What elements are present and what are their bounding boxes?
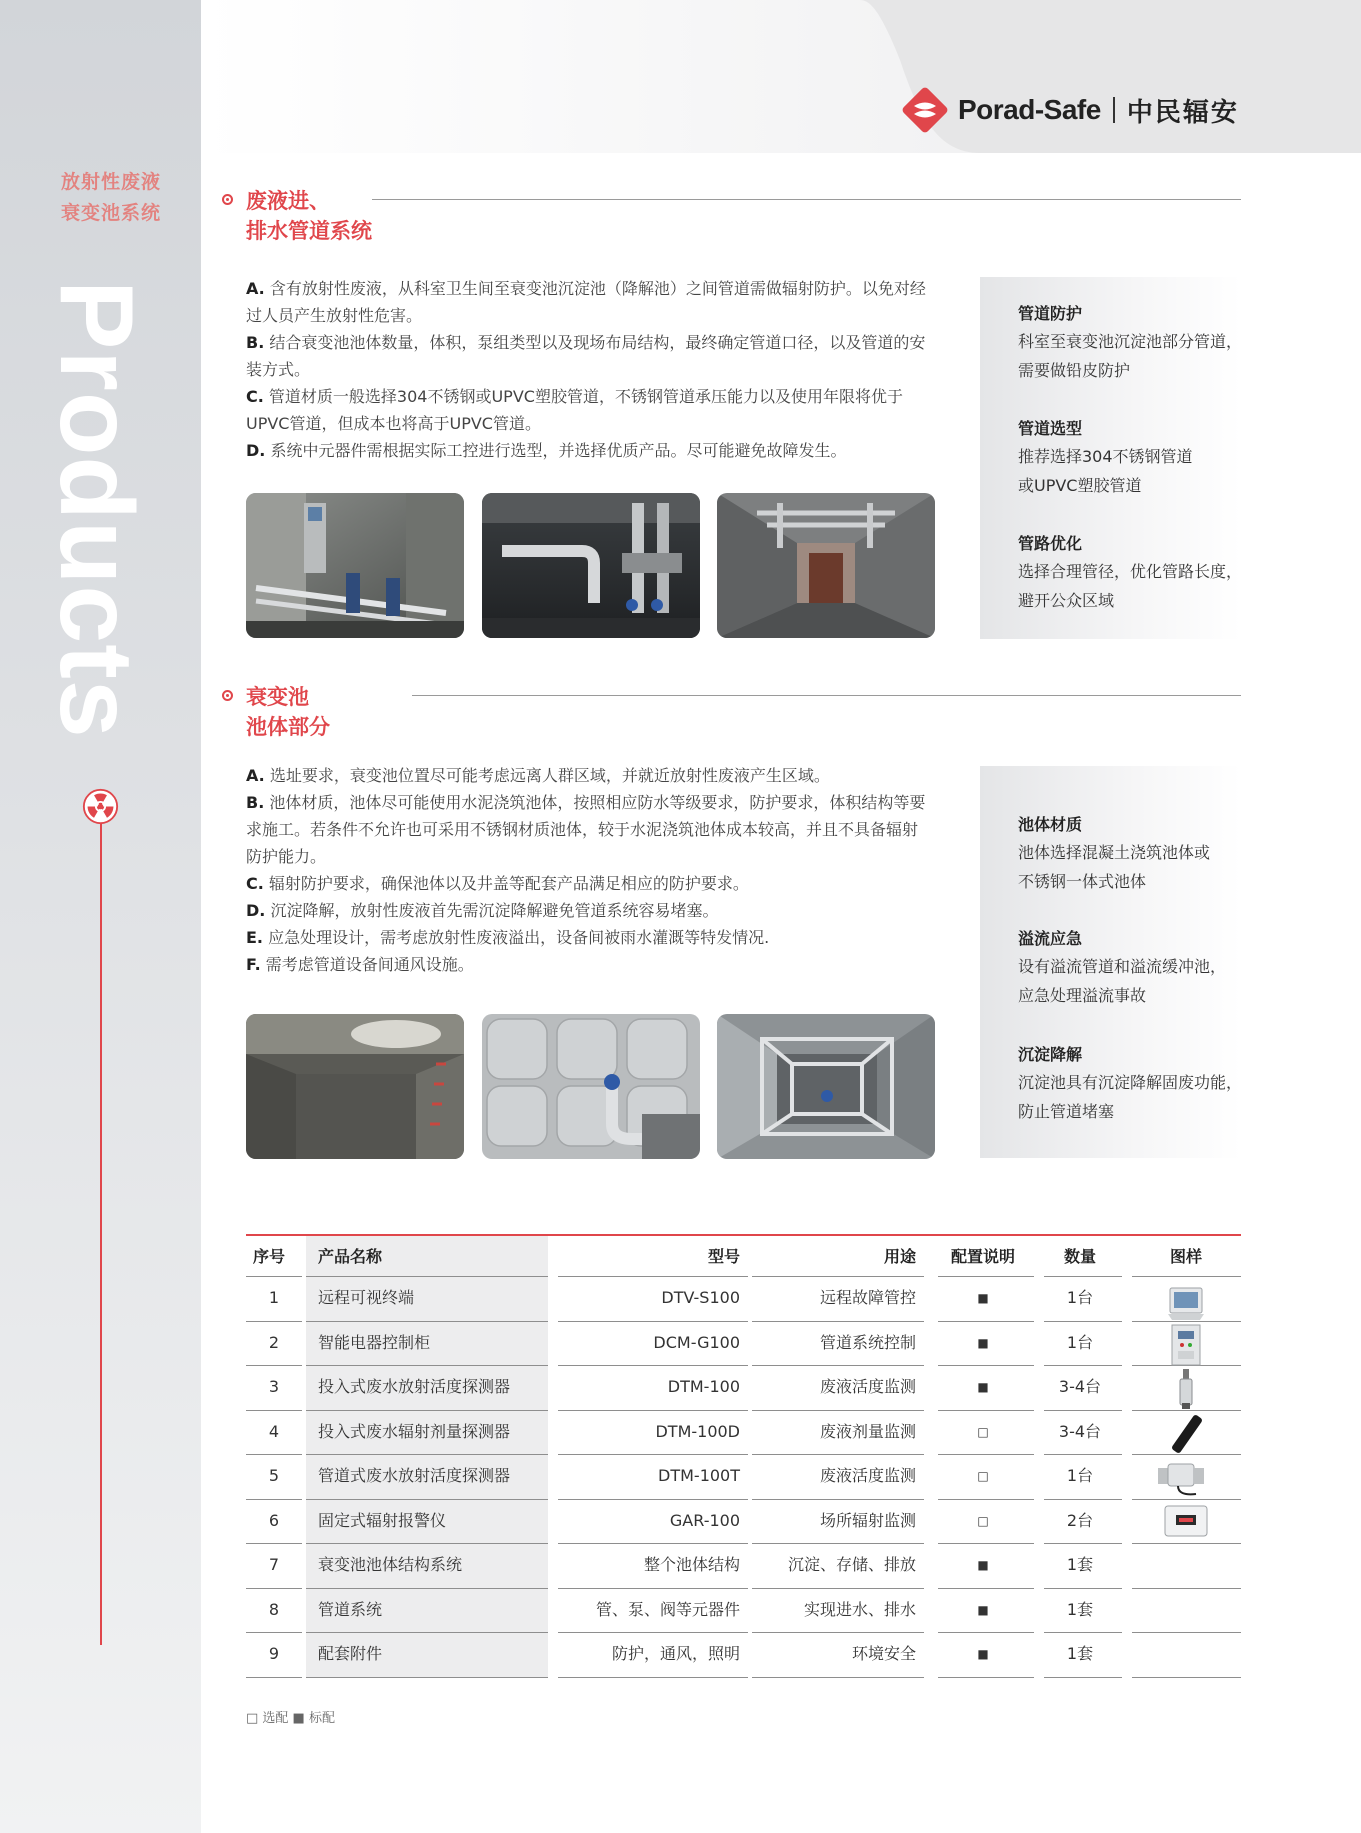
cell-use: 废液剂量监测 xyxy=(819,1421,916,1441)
table-rule xyxy=(306,1276,548,1277)
cell-model: DTM-100T xyxy=(658,1466,740,1485)
brand-name-en: Porad-Safe xyxy=(958,94,1101,125)
table-rule xyxy=(752,1588,924,1589)
section2-item: C. 辐射防护要求，确保池体以及井盖等配套产品满足相应的防护要求。 xyxy=(246,874,749,893)
cell-name: 智能电器控制柜 xyxy=(318,1332,431,1352)
table-rule xyxy=(306,1588,548,1589)
panel-item: 溢流应急 设有溢流管道和溢流缓冲池， 应急处理溢流事故 xyxy=(1018,929,1227,1005)
section1-title-line1: 废液进、 xyxy=(246,189,330,213)
cell-name: 管道系统 xyxy=(318,1599,383,1619)
th-name: 产品名称 xyxy=(318,1247,383,1266)
photo-pipe-room-1 xyxy=(246,493,464,638)
section2-rule xyxy=(412,695,1241,696)
panel-item: 管路优化 选择合理管径，优化管路长度， 避开公众区域 xyxy=(1018,534,1243,610)
panel-item: 管道防护 科室至衰变池沉淀池部分管道， 需要做铅皮防护 xyxy=(1018,304,1243,380)
section1-body xyxy=(246,275,926,464)
table-rule xyxy=(938,1276,1034,1277)
table-rule xyxy=(246,1677,302,1678)
terminal-icon xyxy=(1164,1284,1208,1322)
table-rule xyxy=(558,1410,748,1411)
th-use: 用途 xyxy=(883,1247,916,1266)
cell-use: 沉淀、存储、排放 xyxy=(787,1555,916,1574)
section2-title-line1: 衰变池 xyxy=(246,685,309,709)
cell-use: 废液活度监测 xyxy=(819,1466,916,1485)
cell-no: 5 xyxy=(268,1466,280,1485)
cell-config: ■ xyxy=(977,1602,989,1617)
th-config: 配置说明 xyxy=(950,1247,1015,1266)
table-rule xyxy=(938,1321,1034,1322)
photo-steel-tank xyxy=(482,1014,700,1159)
table-rule xyxy=(752,1543,924,1544)
cell-config: ■ xyxy=(977,1647,989,1661)
table-rule xyxy=(246,1454,302,1455)
table-rule xyxy=(752,1677,924,1678)
table-rule xyxy=(1044,1632,1122,1633)
table-rule xyxy=(306,1632,548,1633)
photo-pipe-room-2 xyxy=(482,493,700,638)
cell-model: DTM-100 xyxy=(667,1377,740,1396)
table-rule xyxy=(246,1632,302,1633)
section2-info-panel xyxy=(980,766,1241,1158)
cell-use: 管道系统控制 xyxy=(819,1332,916,1352)
cell-name: 衰变池池体结构系统 xyxy=(318,1555,463,1574)
cell-qty: 3-4台 xyxy=(1058,1377,1102,1396)
cell-name: 投入式废水辐射剂量探测器 xyxy=(318,1421,511,1441)
cell-config: ■ xyxy=(977,1380,989,1394)
cell-qty: 1台 xyxy=(1066,1288,1094,1307)
table-rule xyxy=(752,1365,924,1366)
table-rule xyxy=(752,1499,924,1500)
table-rule xyxy=(1044,1499,1122,1500)
panel-item: 沉淀降解 沉淀池具有沉淀降解固废功能， 防止管道堵塞 xyxy=(1018,1045,1243,1121)
table-rule xyxy=(246,1321,302,1322)
table-rule xyxy=(1044,1365,1122,1366)
cell-no: 7 xyxy=(268,1555,280,1574)
section1-item: B. 结合衰变池池体数量，体积，泵组类型以及现场布局结构，最终确定管道口径，以及管道的安装方式。 xyxy=(246,333,926,379)
table-rule xyxy=(1044,1588,1122,1589)
porad-safe-logo-icon xyxy=(902,87,948,133)
panel-item: 管道选型 推荐选择304不锈钢管道 或UPVC塑胶管道 xyxy=(1018,419,1193,495)
table-rule xyxy=(246,1365,302,1366)
cell-model: 管、泵、阀等元器件 xyxy=(595,1599,740,1619)
cell-config: ■ xyxy=(977,1291,989,1305)
table-rule xyxy=(1044,1276,1122,1277)
alarm-icon xyxy=(1162,1503,1210,1539)
cell-use: 实现进水、排水 xyxy=(803,1599,916,1619)
cell-use: 远程故障管控 xyxy=(819,1288,916,1307)
table-rule xyxy=(558,1632,748,1633)
cell-model: 防护，通风，照明 xyxy=(611,1644,740,1663)
sidebar xyxy=(0,0,201,1833)
th-qty: 数量 xyxy=(1063,1247,1096,1266)
sidebar-vertical-text: Products xyxy=(38,280,154,739)
table-rule xyxy=(306,1499,548,1500)
table-rule xyxy=(1044,1454,1122,1455)
cell-qty: 1套 xyxy=(1066,1555,1094,1574)
table-rule xyxy=(1044,1543,1122,1544)
table-rule xyxy=(306,1677,548,1678)
brand-logo xyxy=(902,90,1239,130)
cell-qty: 1台 xyxy=(1066,1332,1094,1352)
cell-qty: 1套 xyxy=(1066,1644,1094,1663)
cell-config: ■ xyxy=(977,1335,989,1350)
cell-model: DTM-100D xyxy=(655,1421,740,1441)
table-rule xyxy=(558,1677,748,1678)
cell-use: 环境安全 xyxy=(851,1644,916,1663)
section-bullet-icon xyxy=(222,194,233,205)
table-rule xyxy=(1132,1632,1241,1633)
section2-item: A. 选址要求，衰变池位置尽可能考虑远离人群区域，并就近放射性废液产生区域。 xyxy=(246,766,830,785)
section2-item: E. 应急处理设计，需考虑放射性废液溢出，设备间被雨水灌溉等特发情况. xyxy=(246,928,770,947)
table-rule xyxy=(558,1499,748,1500)
table-rule xyxy=(1132,1499,1241,1500)
table-legend: □ 选配 ■ 标配 xyxy=(246,1711,335,1726)
cell-name: 配套附件 xyxy=(318,1644,383,1663)
table-rule xyxy=(1132,1677,1241,1678)
photo-tank-interior xyxy=(717,1014,935,1159)
table-rule xyxy=(938,1543,1034,1544)
table-rule xyxy=(1044,1321,1122,1322)
section1-item: D. 系统中元器件需根据实际工控进行选型，并选择优质产品。尽可能避免故障发生。 xyxy=(246,441,847,460)
section2-item: D. 沉淀降解，放射性废液首先需沉淀降解避免管道系统容易堵塞。 xyxy=(246,901,719,920)
cell-model: DTV-S100 xyxy=(661,1288,740,1307)
table-rule xyxy=(938,1410,1034,1411)
table-rule xyxy=(1044,1410,1122,1411)
brand-separator xyxy=(1113,97,1115,123)
radiation-icon xyxy=(82,788,119,825)
cell-config: □ xyxy=(977,1469,989,1483)
cell-model: 整个池体结构 xyxy=(643,1555,740,1574)
cell-config: □ xyxy=(977,1513,989,1528)
table-rule xyxy=(1132,1588,1241,1589)
table-rule xyxy=(306,1365,548,1366)
table-rule xyxy=(558,1543,748,1544)
cell-no: 4 xyxy=(268,1421,280,1441)
section1-item: A. 含有放射性废液，从科室卫生间至衰变池沉淀池（降解池）之间管道需做辐射防护。以免对经过人员产生放射性危害。 xyxy=(246,279,926,325)
table-rule xyxy=(306,1543,548,1544)
section2-item: B. 池体材质，池体尽可能使用水泥浇筑池体，按照相应防水等级要求，防护要求，体积结构等要求施工。若条件不允许也可采用不锈钢材质池体，较于水泥浇筑池体成本较高，并且不具备辐射防护能力。 xyxy=(246,793,926,866)
section-bullet-icon xyxy=(222,690,233,701)
table-rule xyxy=(306,1454,548,1455)
table-rule xyxy=(558,1276,748,1277)
photo-pipe-corridor xyxy=(717,493,935,638)
section1-title-line2: 排水管道系统 xyxy=(246,219,372,243)
cell-no: 3 xyxy=(268,1377,280,1396)
sidebar-title: 放射性废液 衰变池系统 xyxy=(61,171,162,224)
table-rule xyxy=(558,1321,748,1322)
cell-qty: 1套 xyxy=(1066,1599,1094,1619)
table-rule xyxy=(558,1454,748,1455)
section1-item: C. 管道材质一般选择304不锈钢或UPVC塑胶管道，不锈钢管道承压能力以及使用年限将优于UPVC管道，但成本也将高于UPVC管道。 xyxy=(246,387,903,433)
section1-info-panel xyxy=(980,277,1241,639)
dose-probe-icon xyxy=(1166,1413,1208,1455)
probe-icon xyxy=(1174,1367,1198,1411)
table-rule xyxy=(246,1410,302,1411)
cell-no: 2 xyxy=(268,1332,280,1352)
cell-no: 1 xyxy=(268,1288,280,1307)
table-rule xyxy=(306,1410,548,1411)
pipe-detector-icon xyxy=(1156,1460,1208,1498)
table-rule xyxy=(1044,1677,1122,1678)
photo-concrete-tank xyxy=(246,1014,464,1159)
table-rule xyxy=(752,1276,924,1277)
table-rule xyxy=(752,1321,924,1322)
table-rule xyxy=(752,1454,924,1455)
table-rule xyxy=(558,1365,748,1366)
sidebar-line xyxy=(100,800,102,1645)
section2-title-line2: 池体部分 xyxy=(246,715,330,739)
cell-name: 投入式废水放射活度探测器 xyxy=(318,1377,511,1396)
table-rule xyxy=(752,1410,924,1411)
table-rule xyxy=(246,1499,302,1500)
table-rule xyxy=(246,1276,302,1277)
section1-rule xyxy=(372,199,1241,200)
table-rule xyxy=(938,1365,1034,1366)
cell-use: 废液活度监测 xyxy=(819,1377,916,1396)
cell-no: 6 xyxy=(268,1510,280,1530)
table-rule xyxy=(246,1588,302,1589)
cell-name: 管道式废水放射活度探测器 xyxy=(318,1466,511,1485)
table-rule xyxy=(938,1632,1034,1633)
table-rule xyxy=(938,1677,1034,1678)
table-rule xyxy=(938,1588,1034,1589)
panel-item: 池体材质 池体选择混凝土浇筑池体或 不锈钢一体式池体 xyxy=(1018,815,1211,891)
cell-qty: 1台 xyxy=(1066,1466,1094,1485)
cell-use: 场所辐射监测 xyxy=(819,1510,916,1530)
table-rule xyxy=(938,1454,1034,1455)
section2-body xyxy=(246,762,926,978)
cell-name: 固定式辐射报警仪 xyxy=(318,1510,447,1530)
th-model: 型号 xyxy=(707,1247,740,1266)
th-pic: 图样 xyxy=(1169,1247,1202,1266)
cell-model: DCM-G100 xyxy=(653,1332,740,1352)
cell-qty: 2台 xyxy=(1066,1510,1094,1530)
cell-no: 9 xyxy=(268,1644,280,1663)
cell-qty: 3-4台 xyxy=(1058,1421,1102,1441)
th-no: 序号 xyxy=(253,1247,286,1266)
cell-config: □ xyxy=(977,1424,989,1439)
table-rule xyxy=(246,1543,302,1544)
table-rule xyxy=(1132,1543,1241,1544)
cell-name: 远程可视终端 xyxy=(318,1288,415,1307)
table-rule xyxy=(752,1632,924,1633)
cell-config: ■ xyxy=(977,1558,989,1572)
table-rule xyxy=(938,1499,1034,1500)
brand-name-cn: 中民辐安 xyxy=(1126,97,1239,128)
cabinet-icon xyxy=(1168,1323,1204,1367)
table-rule xyxy=(1132,1276,1241,1277)
section2-item: F. 需考虑管道设备间通风设施。 xyxy=(246,955,474,974)
cell-no: 8 xyxy=(268,1599,280,1619)
cell-model: GAR-100 xyxy=(669,1510,740,1530)
table-rule xyxy=(558,1588,748,1589)
table-rule xyxy=(306,1321,548,1322)
